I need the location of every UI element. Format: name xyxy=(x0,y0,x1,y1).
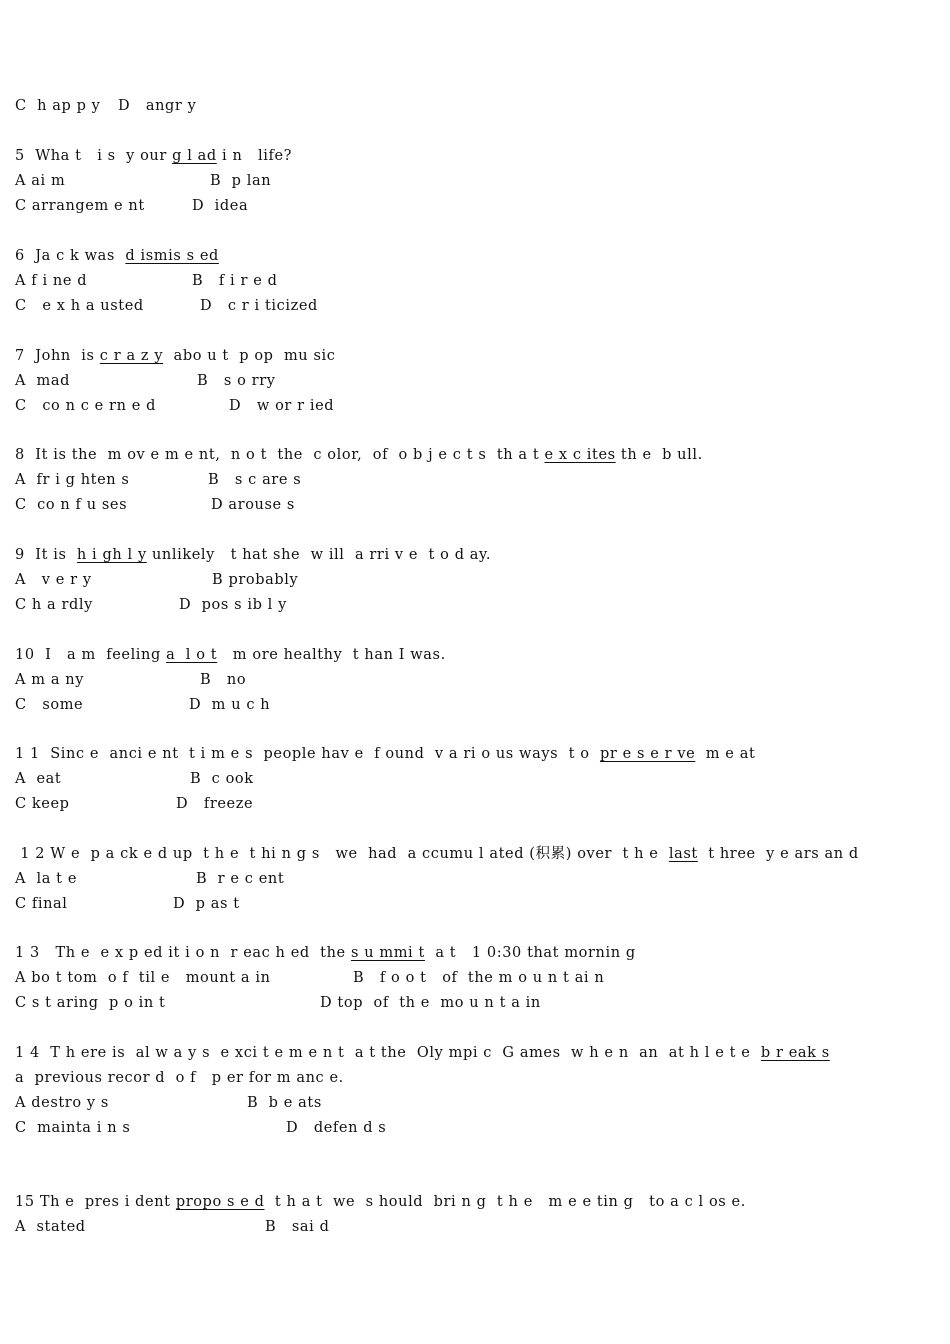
option-b: B p lan xyxy=(210,173,272,189)
stem-text: i n life? xyxy=(216,148,293,164)
option-d: D top of th e mo u n t a in xyxy=(320,995,541,1011)
option-c: C arrangem e nt xyxy=(15,198,145,214)
question-stem xyxy=(15,247,219,265)
option-a: A m a ny xyxy=(15,672,85,688)
stem-text: unlikely t hat she w ill a rri v e t o d ay. xyxy=(146,547,492,563)
question-stem xyxy=(15,745,755,763)
stem-text: th e b ull. xyxy=(615,447,703,463)
question-stem xyxy=(15,1044,830,1062)
option-c: C mainta i n s xyxy=(15,1120,131,1136)
option-c: C keep xyxy=(15,796,70,812)
option-a: A v e r y xyxy=(15,572,92,588)
underlined-word: c r a z y xyxy=(99,348,164,364)
underlined-word: last xyxy=(668,846,698,862)
option-b: B f i r e d xyxy=(192,273,278,289)
option-d: D idea xyxy=(192,198,249,214)
option-a: A stated xyxy=(15,1219,86,1235)
underlined-word: d ismis s ed xyxy=(125,248,219,264)
option-b: B no xyxy=(200,672,247,688)
question-stem xyxy=(15,546,491,564)
stem-text: 7 John is xyxy=(15,348,100,364)
stem-text: 15 Th e pres i dent xyxy=(15,1194,176,1210)
stem-text: m ore healthy t han I was. xyxy=(217,647,446,663)
option-b: B s c are s xyxy=(208,472,302,488)
option-b: B c ook xyxy=(190,771,254,787)
stem-text: 5 Wha t i s y our xyxy=(15,148,173,164)
carry-option-d: D angr y xyxy=(118,98,197,114)
underlined-word: g l ad xyxy=(172,148,217,164)
underlined-word: h i gh l y xyxy=(76,547,147,563)
underlined-word: a l o t xyxy=(166,647,218,663)
option-a: A mad xyxy=(15,373,70,389)
option-d: D pos s ib l y xyxy=(179,597,287,613)
stem-text: t h a t we s hould bri n g t h e m e e tin g to a c l os e. xyxy=(264,1194,746,1210)
option-a: A destro y s xyxy=(15,1095,109,1111)
question-stem xyxy=(15,347,335,365)
option-d: D c r i ticized xyxy=(200,298,318,314)
stem-text: 1 2 W e p a ck e d up t h e t hi n g s we had a ccumu l ated (积累) over t h e xyxy=(15,846,669,862)
stem-text: m e at xyxy=(695,746,756,762)
underlined-word: propo s e d xyxy=(175,1194,265,1210)
stem-text: 1 3 Th e e x p ed it i o n r eac h ed the xyxy=(15,945,351,961)
option-d: D defen d s xyxy=(286,1120,387,1136)
option-b: B f o o t of the m o u n t ai n xyxy=(353,970,605,986)
option-b: B sai d xyxy=(265,1219,330,1235)
option-c: C co n c e rn e d xyxy=(15,398,157,414)
option-b: B r e c ent xyxy=(196,871,285,887)
option-c: C co n f u ses xyxy=(15,497,128,513)
question-stem xyxy=(15,646,446,664)
option-c: C h a rdly xyxy=(15,597,93,613)
option-d: D w or r ied xyxy=(229,398,335,414)
question-stem xyxy=(15,845,859,863)
stem-text: 6 Ja c k was xyxy=(15,248,126,264)
stem-text: 9 It is xyxy=(15,547,77,563)
option-a: A la t e xyxy=(15,871,77,887)
option-b: B probably xyxy=(212,572,299,588)
option-a: A f i ne d xyxy=(15,273,88,289)
option-a: A fr i g hten s xyxy=(15,472,130,488)
option-c: C final xyxy=(15,896,68,912)
underlined-word: b r eak s xyxy=(760,1045,830,1061)
option-a: A ai m xyxy=(15,173,66,189)
stem-text: t hree y e ars an d xyxy=(697,846,859,862)
question-stem xyxy=(15,147,292,165)
option-a: A eat xyxy=(15,771,62,787)
option-d: D freeze xyxy=(176,796,254,812)
stem-text: 10 I a m feeling xyxy=(15,647,167,663)
option-a: A bo t tom o f til e mount a in xyxy=(15,970,271,986)
option-c: C s t aring p o in t xyxy=(15,995,166,1011)
option-b: B s o rry xyxy=(197,373,276,389)
stem-text: abo u t p op mu sic xyxy=(163,348,336,364)
underlined-word: s u mmi t xyxy=(350,945,425,961)
underlined-word: e x c ites xyxy=(544,447,616,463)
option-d: D arouse s xyxy=(211,497,295,513)
carry-option-c: C h ap p y xyxy=(15,98,101,114)
option-d: D p as t xyxy=(173,896,240,912)
underlined-word: pr e s e r ve xyxy=(599,746,696,762)
option-c: C some xyxy=(15,697,84,713)
option-b: B b e ats xyxy=(247,1095,322,1111)
question-stem-continued: a previous recor d o f p er for m anc e. xyxy=(15,1070,344,1086)
stem-text: 1 1 Sinc e anci e nt t i m e s people hav e f ound v a ri o us ways t o xyxy=(15,746,600,762)
option-c: C e x h a usted xyxy=(15,298,144,314)
stem-text: 8 It is the m ov e m e nt, n o t the c olor, of o b j e c t s th a t xyxy=(15,447,545,463)
stem-text: a t 1 0:30 that mornin g xyxy=(424,945,636,961)
option-d: D m u c h xyxy=(189,697,271,713)
stem-text: 1 4 T h ere is al w a y s e xci t e m e n t a t the Oly mpi c G ames w h e n an at h l e t e xyxy=(15,1045,761,1061)
question-stem xyxy=(15,446,703,464)
question-stem xyxy=(15,1193,746,1211)
question-stem xyxy=(15,944,636,962)
